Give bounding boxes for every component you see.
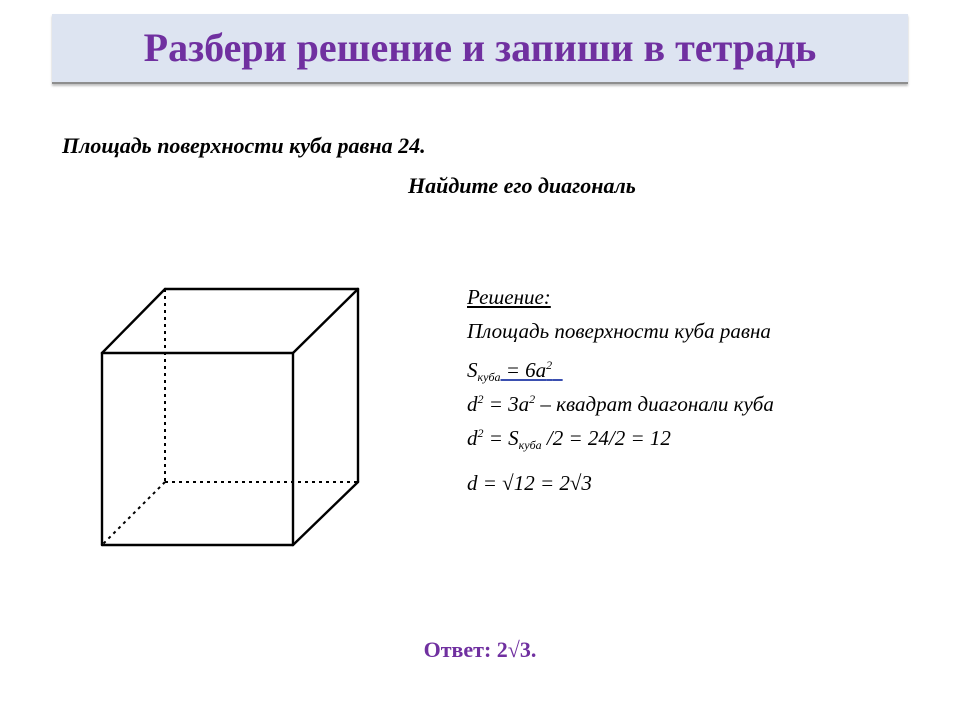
solution-formula-surface: $S_{куба} = 6a^2$ <box>467 358 553 384</box>
cube-figure <box>90 280 370 550</box>
solution-formula-diagonal: $d^2 = 3a^2$ – квадрат диагонали куба <box>467 392 774 416</box>
solution-line-1: Площадь поверхности куба равна <box>467 319 771 343</box>
solution-block <box>467 280 927 500</box>
problem-statement-line-2: Найдите его диагональ <box>408 173 636 198</box>
solution-formula-calculation: $d^2 = S_{куба}$ /2 = 24/2 = 12 <box>467 426 671 452</box>
answer-text: Ответ: 2√3. <box>423 637 537 662</box>
title-banner <box>52 14 908 84</box>
cube-edge <box>293 289 358 353</box>
page-title: Разбери решение и запиши в тетрадь <box>143 25 817 70</box>
problem-statement-line-1: Площадь поверхности куба равна 24. <box>62 133 426 158</box>
solution-heading: Решение: <box>467 285 551 309</box>
solution-result: d = √12 = 2√3 <box>467 471 592 495</box>
cube-hidden-edge <box>102 482 165 545</box>
cube-edge <box>102 289 165 353</box>
cube-edge <box>293 482 358 545</box>
